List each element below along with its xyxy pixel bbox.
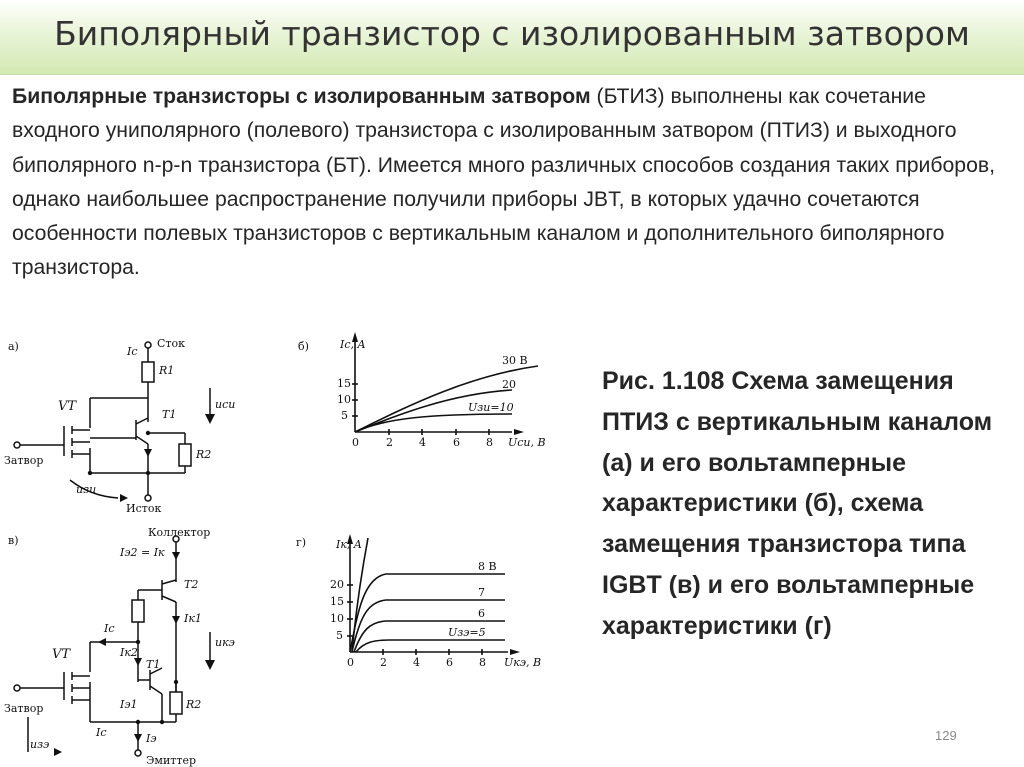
intro-paragraph — [12, 80, 1012, 286]
fig-a-r1-label: R1 — [159, 364, 175, 377]
fig-a-ic-label: Ic — [127, 345, 138, 358]
fig-g-xtick-6: 6 — [446, 656, 453, 669]
fig-a-gate-label: Затвор — [4, 454, 44, 467]
fig-g-curve-8: 8 В — [478, 560, 497, 573]
fig-v-ie2-label: Iэ2 = Iк — [120, 546, 165, 559]
fig-v-t1-label: T1 — [146, 658, 161, 671]
fig-b-ytick-5: 5 — [341, 409, 348, 422]
title-bar — [0, 0, 1024, 75]
fig-v-collector-label: Коллектор — [148, 526, 211, 539]
fig-g-xtick-8: 8 — [479, 656, 486, 669]
figure-g-characteristics — [290, 530, 560, 670]
fig-b-curve-10: Uзи=10 — [468, 401, 514, 414]
fig-a-panel-label: а) — [8, 340, 19, 353]
fig-g-ylabel: Iк, A — [336, 538, 362, 551]
fig-a-t1-label: T1 — [162, 408, 177, 421]
fig-b-xtick-0: 0 — [352, 436, 359, 449]
fig-v-panel-label: в) — [8, 534, 19, 547]
fig-g-panel-label: г) — [296, 536, 307, 549]
figure-a-circuit — [0, 328, 260, 523]
fig-a-vt-label: VT — [58, 399, 77, 414]
fig-b-xtick-8: 8 — [486, 436, 493, 449]
fig-b-xtick-4: 4 — [419, 436, 426, 449]
fig-g-xtick-2: 2 — [380, 656, 387, 669]
fig-b-panel-label: б) — [298, 340, 309, 353]
figure-caption: Рис. 1.108 Схема замещения ПТИЗ с вертикальным каналом (а) и его вольтамперные характеристики (б), схема замещения транзистора типа IGBT (в) и его вольтамперные характеристики (г) — [602, 367, 993, 640]
fig-v-uze-label: uзэ — [30, 738, 50, 751]
fig-a-r2-label: R2 — [196, 448, 212, 461]
fig-v-ic2-label: Ic — [96, 726, 107, 739]
fig-a-source-label: Исток — [126, 502, 162, 515]
fig-b-ytick-15: 15 — [337, 377, 351, 390]
fig-g-ytick-15: 15 — [330, 595, 344, 608]
fig-g-curve-7: 7 — [478, 586, 485, 599]
fig-g-xtick-4: 4 — [413, 656, 420, 669]
intro-text: (БТИЗ) выполнены как сочетание входного униполярного (полевого) транзистора с изолированным затвором (ПТИЗ) и выходного биполярного n-p-n транзистора (БТ). Имеется много различных способов создания таких приборов, однако наибольшее распространение получили приборы JBT, в которых удачно сочетаются особенности полевых транзисторов с вертикальным каналом и дополнительного биполярного транзистора. — [12, 85, 996, 280]
slide-number: 129 — [935, 728, 957, 743]
fig-v-ie-label: Iэ — [146, 732, 157, 745]
fig-b-ytick-10: 10 — [337, 393, 351, 406]
fig-g-xtick-0: 0 — [347, 656, 354, 669]
fig-g-ytick-5: 5 — [336, 629, 343, 642]
fig-b-ylabel: Ic, A — [340, 338, 366, 351]
fig-v-ik2-label: Iк2 — [120, 646, 138, 659]
fig-g-ytick-20: 20 — [330, 578, 344, 591]
fig-g-curve-5: Uзэ=5 — [448, 626, 486, 639]
fig-v-emitter-label: Эмиттер — [146, 754, 197, 767]
fig-b-curve-20: 20 — [502, 378, 516, 391]
fig-b-xlabel: Uси, В — [508, 436, 546, 449]
fig-v-r2-label: R2 — [186, 698, 202, 711]
fig-v-gate-label: Затвор — [4, 702, 44, 715]
fig-g-xlabel: Uкэ, В — [504, 656, 542, 669]
fig-v-vt-label: VT — [52, 647, 71, 662]
slide-title: Биполярный транзистор с изолированным затвором — [54, 14, 970, 53]
fig-v-uke-label: uкэ — [215, 636, 235, 649]
figure-v-circuit — [0, 522, 260, 767]
fig-a-drain-label: Сток — [157, 337, 185, 350]
fig-a-uzi-label: uзи — [76, 483, 97, 496]
fig-v-ie1-label: Iэ1 — [120, 698, 138, 711]
fig-g-ytick-10: 10 — [330, 612, 344, 625]
fig-v-ik1-label: Iк1 — [184, 612, 202, 625]
fig-v-t2-label: T2 — [184, 578, 199, 591]
fig-b-xtick-2: 2 — [386, 436, 393, 449]
figure-b-characteristics — [290, 328, 560, 458]
intro-bold-term: Биполярные транзисторы с изолированным затвором — [12, 85, 591, 108]
fig-b-curve-30: 30 В — [502, 354, 528, 367]
fig-v-ic-label: Ic — [104, 622, 115, 635]
fig-a-uci-label: uси — [215, 398, 236, 411]
fig-g-curve-6: 6 — [478, 607, 485, 620]
fig-b-xtick-6: 6 — [453, 436, 460, 449]
